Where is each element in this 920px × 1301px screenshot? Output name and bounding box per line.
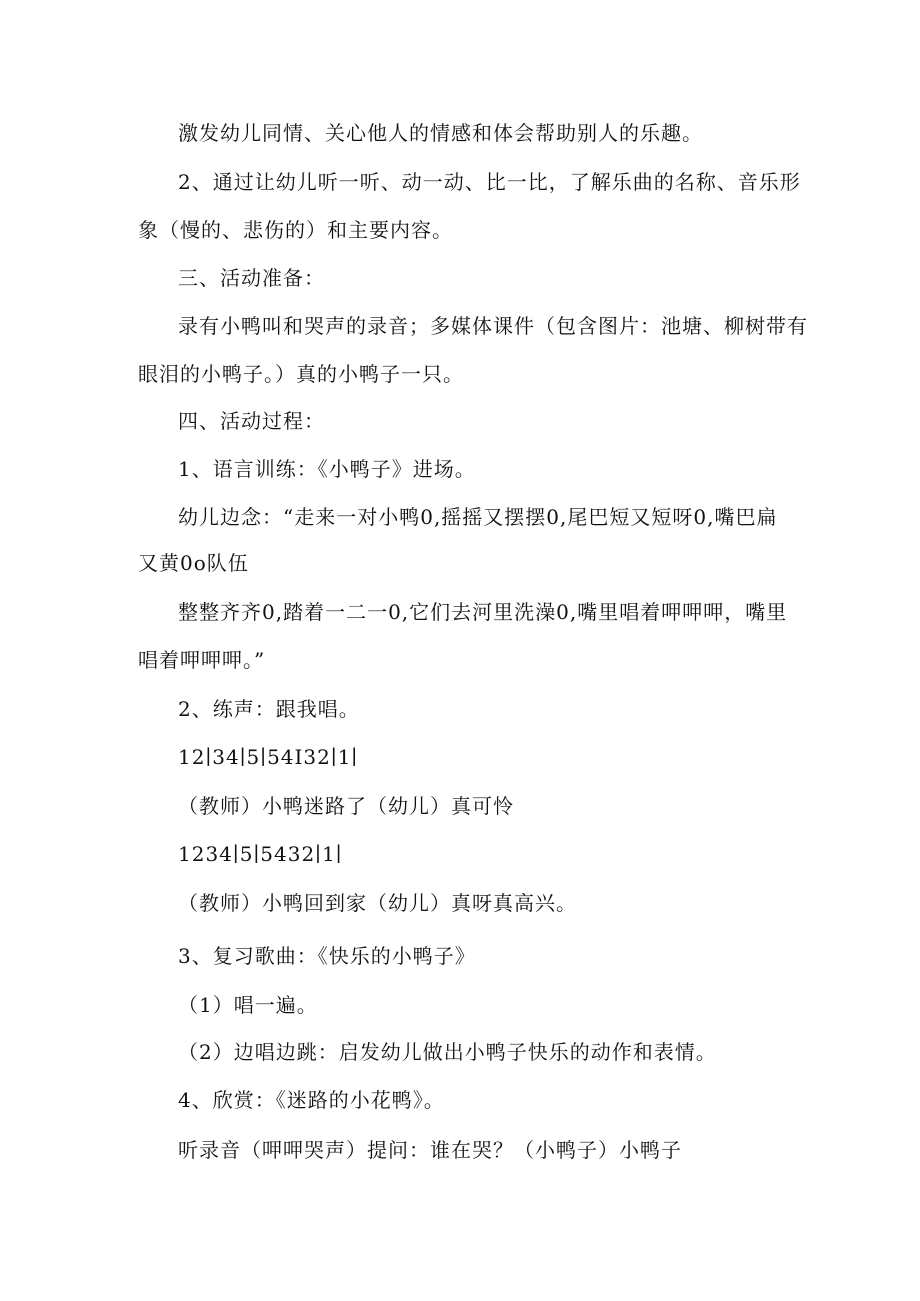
paragraph-line: （教师）小鸭迷路了（幼儿）真可怜 bbox=[178, 794, 514, 818]
paragraph-line: 象（慢的、悲伤的）和主要内容。 bbox=[138, 218, 453, 242]
paragraph-line: 又黄0o队伍 bbox=[138, 551, 249, 575]
paragraph-line: （2）边唱边跳：启发幼儿做出小鸭子快乐的动作和表情。 bbox=[178, 1040, 717, 1064]
section-heading: 四、活动过程： bbox=[178, 409, 325, 433]
paragraph-line: 唱着呷呷呷。” bbox=[138, 648, 266, 672]
paragraph-line: （教师）小鸭回到家（幼儿）真呀真高兴。 bbox=[178, 891, 577, 915]
notation-line: 1234∣5∣5432∣1∣ bbox=[178, 842, 343, 866]
paragraph-line: 整整齐齐0,踏着一二一0,它们去河里洗澡0,嘴里唱着呷呷呷，嘴里 bbox=[178, 600, 788, 624]
notation-line: 12∣34∣5∣54I32∣1∣ bbox=[178, 745, 359, 769]
paragraph-line: 1、语言训练：《小鸭子》进场。 bbox=[178, 457, 476, 481]
paragraph-line: 眼泪的小鸭子。）真的小鸭子一只。 bbox=[138, 362, 464, 386]
section-heading: 三、活动准备： bbox=[178, 266, 325, 290]
paragraph-line: 3、复习歌曲：《快乐的小鸭子》 bbox=[178, 944, 476, 968]
paragraph-line: 2、练声：跟我唱。 bbox=[178, 697, 360, 721]
paragraph-line: 录有小鸭叫和哭声的录音；多媒体课件（包含图片：池塘、柳树带有 bbox=[178, 314, 808, 338]
paragraph-line: 幼儿边念：“走来一对小鸭0,摇摇又摆摆0,尾巴短又短呀0,嘴巴扁 bbox=[178, 505, 778, 529]
paragraph-line: 激发幼儿同情、关心他人的情感和体会帮助别人的乐趣。 bbox=[178, 121, 703, 145]
paragraph-line: （1）唱一遍。 bbox=[178, 993, 318, 1017]
paragraph-line: 2、通过让幼儿听一听、动一动、比一比，了解乐曲的名称、音乐形 bbox=[178, 170, 801, 194]
paragraph-line: 听录音（呷呷哭声）提问：谁在哭？（小鸭子）小鸭子 bbox=[178, 1138, 682, 1162]
paragraph-line: 4、欣赏：《迷路的小花鸭》。 bbox=[178, 1088, 445, 1112]
